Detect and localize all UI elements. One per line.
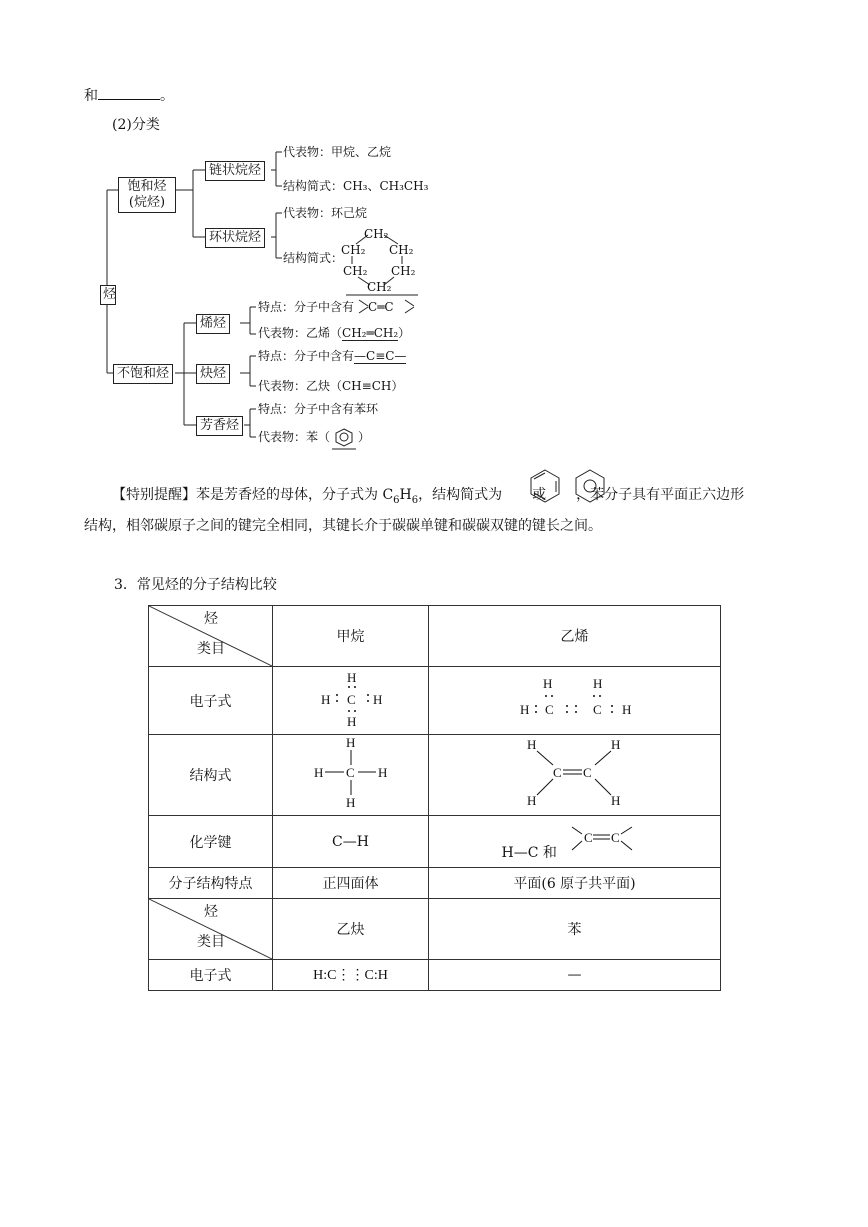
unsaturated-box: 不饱和烃: [113, 364, 173, 384]
svg-text:C: C: [610, 829, 620, 845]
ethylene-structural-formula: [515, 735, 635, 811]
ethylene-feature-cell: 平面(6 原子共平面): [429, 868, 721, 899]
tip-text2: ，结构简式为: [418, 487, 503, 503]
root-box: 烃: [100, 285, 116, 305]
ring-rep: 代表物：环己烷: [283, 206, 368, 220]
header-benzene: 苯: [429, 899, 721, 960]
tip-text3: ，苯分子具有平面正六边形: [576, 487, 745, 503]
svg-text:H: H: [346, 669, 356, 685]
svg-text:C: C: [592, 701, 602, 717]
corner-top-label: 烃: [204, 611, 218, 627]
ring-ch2-lower-left: CH₂: [343, 264, 368, 278]
alkene-feature-text: 特点：分子中含有: [258, 300, 355, 314]
ethylene-bond-cell: [429, 816, 721, 868]
benzene-electron-cell: —: [429, 960, 721, 991]
corner2-top-label: 烃: [204, 904, 218, 920]
chain-formula: [283, 179, 428, 193]
svg-text:H: H: [377, 765, 387, 780]
svg-text:H: H: [610, 737, 620, 752]
classification-heading: (2)分类: [112, 117, 160, 133]
methane-structure-cell: [273, 735, 429, 816]
aromatic-rep-prefix: 代表物：苯（: [258, 430, 331, 444]
tip-sub-h: 6: [411, 494, 419, 506]
tip-h: H: [399, 487, 412, 503]
svg-text:H: H: [621, 701, 631, 717]
table-row-bond: [149, 816, 721, 868]
section3-title: 3．常见烃的分子结构比较: [114, 577, 277, 593]
saturated-box: [118, 177, 176, 213]
alkyne-feature-text: 特点：分子中含有: [258, 349, 355, 363]
ethylene-cc-double-bond: [564, 822, 644, 862]
tip-benzene-icons: [525, 467, 635, 507]
ring-ch2-upper-left: CH₂: [341, 243, 366, 257]
svg-text:C: C: [552, 765, 562, 780]
ethylene-structure-cell: [429, 735, 721, 816]
tip-label: 【特别提醒】: [112, 487, 196, 503]
alkene-rep-suffix: ）: [398, 326, 411, 340]
ring-ch2-bottom: CH₂: [367, 280, 392, 294]
aromatic-rep-suffix: ）: [358, 430, 371, 444]
header-acetylene: 乙炔: [273, 899, 429, 960]
svg-text:H: H: [610, 793, 620, 808]
ring-formula-prefix: 结构简式：: [283, 251, 344, 265]
intro-prefix: 和: [84, 88, 98, 104]
svg-text:C: C: [583, 829, 593, 845]
methane-structural-formula: [306, 735, 396, 811]
ethylene-bond-prefix: H—C 和: [501, 844, 557, 861]
methane-electron-cell: [273, 667, 429, 735]
tip-text1: 苯是芳香烃的母体，分子式为 C: [196, 487, 394, 503]
aromatic-rep: [258, 430, 370, 444]
row-label-bond: 化学键: [149, 816, 273, 868]
comparison-table: [148, 605, 721, 991]
row-label-electron-2: 电子式: [149, 960, 273, 991]
corner-cell-2: [149, 899, 273, 960]
svg-text:H: H: [372, 691, 382, 707]
svg-text:H: H: [519, 701, 529, 717]
svg-text:C: C: [544, 701, 554, 717]
svg-text:H: H: [526, 737, 536, 752]
tip-sub-c: 6: [393, 494, 400, 506]
header-methane: 甲烷: [273, 606, 429, 667]
intro-suffix: 。: [160, 88, 174, 104]
ethylene-electron-formula: [505, 674, 645, 724]
alkene-feature: [258, 300, 394, 314]
corner2-bottom-label: 类目: [197, 934, 225, 950]
svg-text:H: H: [345, 735, 355, 750]
table-row-electron: [149, 667, 721, 735]
alkene-rep-prefix: 代表物：乙烯（: [258, 326, 343, 340]
methane-electron-formula: [306, 669, 396, 729]
ring-ch2-upper-right: CH₂: [389, 243, 414, 257]
svg-text:H: H: [346, 713, 356, 729]
alkyne-box: 炔烃: [196, 364, 230, 384]
svg-text:H: H: [313, 765, 323, 780]
svg-text:C: C: [582, 765, 592, 780]
row-label-electron: 电子式: [149, 667, 273, 735]
alkene-box: 烯烃: [196, 314, 230, 334]
methane-bond-cell: C—H: [273, 816, 429, 868]
table-row-structure: [149, 735, 721, 816]
ethylene-electron-cell: [429, 667, 721, 735]
tip-line2: 结构，相邻碳原子之间的键完全相同，其键长介于碳碳单键和碳碳双键的键长之间。: [84, 518, 602, 534]
svg-text:H: H: [345, 795, 355, 810]
chain-box: 链状烷烃: [205, 161, 265, 181]
table-row-feature: [149, 868, 721, 899]
alkyne-group: —C≡C—: [354, 349, 407, 363]
corner-bottom-label: 类目: [197, 641, 225, 657]
chain-formula-prefix: 结构简式：: [283, 179, 344, 193]
table-row-electron-2: [149, 960, 721, 991]
tip-or: 或: [532, 487, 547, 503]
header-ethylene: 乙烯: [429, 606, 721, 667]
row-label-feature: 分子结构特点: [149, 868, 273, 899]
svg-text:H: H: [320, 691, 330, 707]
svg-text:H: H: [526, 793, 536, 808]
row-label-structure: 结构式: [149, 735, 273, 816]
methane-feature-cell: 正四面体: [273, 868, 429, 899]
svg-text:C: C: [346, 691, 356, 707]
ring-box: 环状烷烃: [205, 228, 265, 248]
alkyne-feature: [258, 349, 406, 363]
aromatic-feature: 特点：分子中含有苯环: [258, 402, 379, 416]
ring-ch2-lower-right: CH₂: [391, 264, 416, 278]
chain-rep: 代表物：甲烷、乙烷: [283, 145, 392, 159]
ring-ch2-top: CH₂: [364, 227, 389, 241]
svg-text:C: C: [345, 765, 355, 780]
alkene-group: C═C: [368, 300, 394, 314]
chain-formula-value: CH₃、CH₃CH₃: [343, 179, 429, 193]
acetylene-electron-cell: H:C⋮⋮C:H: [273, 960, 429, 991]
alkene-rep: [258, 326, 410, 340]
table-header-row: [149, 606, 721, 667]
alkene-rep-formula: CH₂═CH₂: [342, 326, 399, 340]
aromatic-box: 芳香烃: [196, 416, 243, 436]
corner-cell: [149, 606, 273, 667]
saturated-label: 饱和烃: [127, 179, 167, 194]
svg-text:H: H: [592, 675, 602, 691]
svg-text:H: H: [542, 675, 552, 691]
classification-tree-lines: [0, 0, 868, 470]
table-header-row-2: [149, 899, 721, 960]
alkyne-rep: 代表物：乙炔（CH≡CH）: [258, 379, 404, 393]
saturated-sublabel: (烷烃): [128, 195, 166, 210]
